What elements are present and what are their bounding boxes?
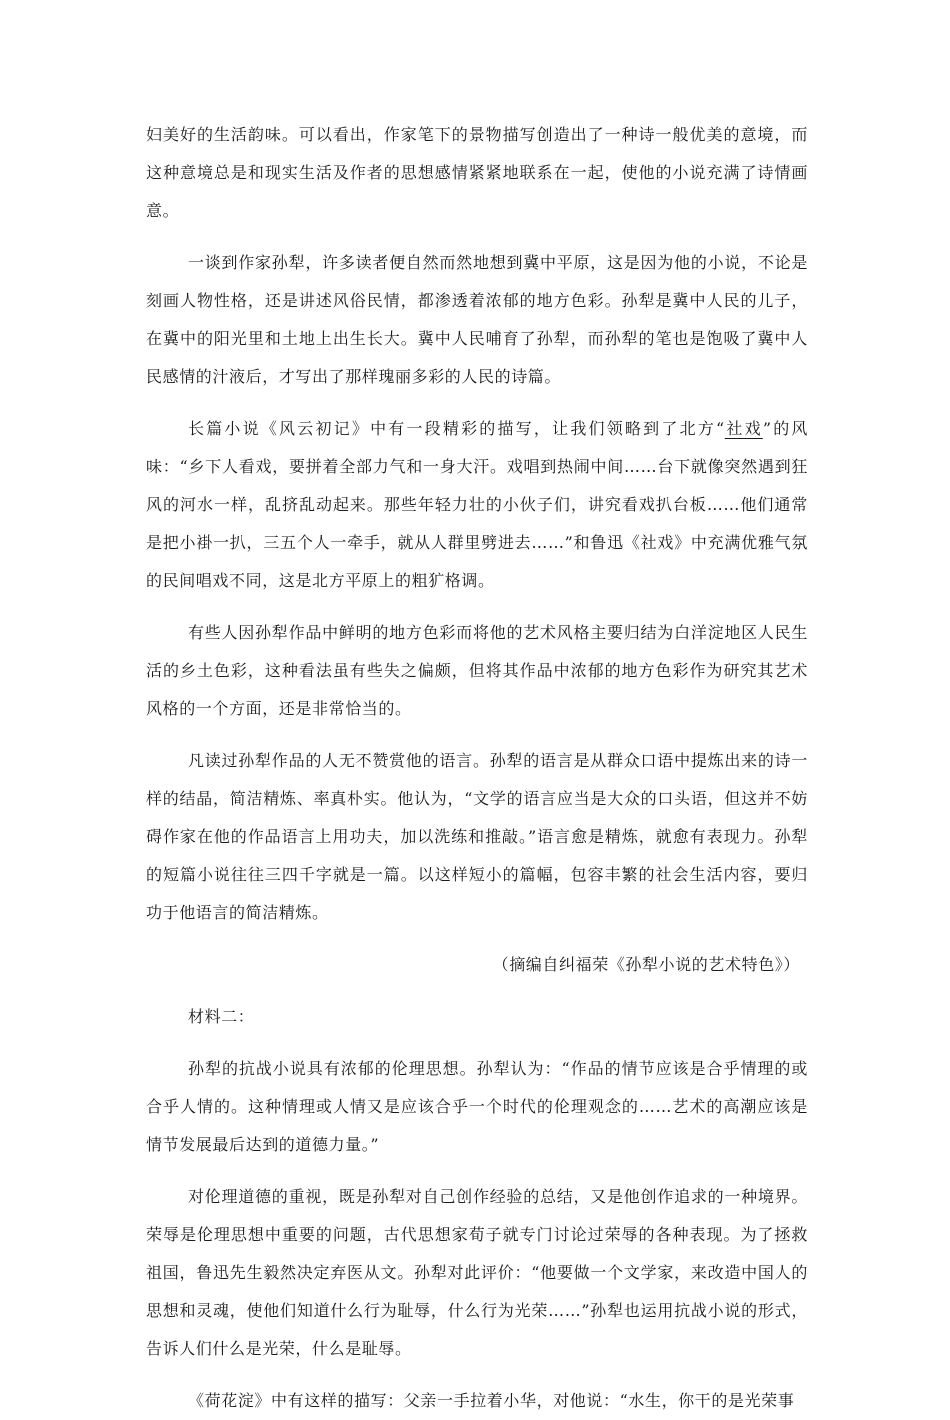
underlined-term-shexi: 社戏	[724, 419, 763, 438]
source-citation: （摘编自纠福荣《孙犁小说的艺术特色》）	[492, 955, 800, 974]
paragraph-gap	[146, 1368, 808, 1382]
paragraph-4: 有些人因孙犁作品中鲜明的地方色彩而将他的艺术风格主要归结为白洋淀地区人民生活的乡土色彩，这种看法虽有些失之偏颇，但将其作品中浓郁的地方色彩作为研究其艺术风格的一个方面，还是非常恰当的。	[146, 623, 808, 718]
paragraph-gap	[146, 600, 808, 614]
paragraph-gap	[146, 1164, 808, 1178]
paragraph-1: 妇美好的生活韵味。可以看出，作家笔下的景物描写创造出了一种诗一般优美的意境，而这种意境总是和现实生活及作者的思想感情紧紧地联系在一起，使他的小说充满了诗情画意。	[146, 125, 808, 220]
paragraph-5: 凡读过孙犁作品的人无不赞赏他的语言。孙犁的语言是从群众口语中提炼出来的诗一样的结晶，简洁精炼、率真朴实。他认为，“文学的语言应当是大众的口头语，但这并不妨碍作家在他的作品语言上用功夫，加以洗练和推敲。”语言愈是精炼，就愈有表现力。孙犁的短篇小说往往三四千字就是一篇。以这样短小的篇幅，包容丰繁的社会生活内容，要归功于他语言的简洁精炼。	[146, 751, 808, 922]
paragraph-gap	[146, 396, 808, 410]
paragraph-gap	[146, 230, 808, 244]
paragraph-3-part-b: ”的风味：“乡下人看戏，要拼着全部力气和一身大汗。戏唱到热闹中间……台下就像突然遇到狂风的河水一样，乱挤乱动起来。那些年轻力壮的小伙子们，讲究看戏扒台板……他们通常是把小褂一扒，三五个人一牵手，就从人群里劈进去……”和鲁迅《社戏》中充满优雅气氛的民间唱戏不同，这是北方平原上的粗犷格调。	[146, 419, 809, 590]
paragraph-2: 一谈到作家孙犁，许多读者便自然而然地想到冀中平原，这是因为他的小说，不论是刻画人物性格，还是讲述风俗民情，都渗透着浓郁的地方色彩。孙犁是冀中人民的儿子，在冀中的阳光里和土地上出生长大。冀中人民哺育了孙犁，而孙犁的笔也是饱吸了冀中人民感情的汁液后，才写出了那样瑰丽多彩的人民的诗篇。	[146, 253, 808, 386]
material-two-label: 材料二：	[188, 1007, 255, 1026]
paragraph-gap	[146, 984, 808, 998]
paragraph-gap	[146, 728, 808, 742]
paragraph-6: 孙犁的抗战小说具有浓郁的伦理思想。孙犁认为：“作品的情节应该是合乎情理的或合乎人情的。这种情理或人情又是应该合乎一个时代的伦理观念的……艺术的高潮应该是情节发展最后达到的道德力量。”	[146, 1059, 808, 1154]
paragraph-3	[146, 410, 808, 600]
document-page	[146, 116, 808, 1420]
paragraph-3-part-a: 长篇小说《风云初记》中有一段精彩的描写，让我们领略到了北方“	[188, 419, 725, 438]
paragraph-8: 《荷花淀》中有这样的描写：父亲一手拉着小华，对他说：“水生，你干的是光荣事	[188, 1391, 795, 1410]
paragraph-gap	[146, 1036, 808, 1050]
paragraph-7: 对伦理道德的重视，既是孙犁对自己创作经验的总结，又是他创作追求的一种境界。荣辱是伦理思想中重要的问题，古代思想家荀子就专门讨论过荣辱的各种表现。为了拯救祖国，鲁迅先生毅然决定弃医从文。孙犁对此评价：“他要做一个文学家，来改造中国人的思想和灵魂，使他们知道什么行为耻辱，什么行为光荣……”孙犁也运用抗战小说的形式，告诉人们什么是光荣，什么是耻辱。	[146, 1187, 808, 1358]
paragraph-gap	[146, 932, 808, 946]
